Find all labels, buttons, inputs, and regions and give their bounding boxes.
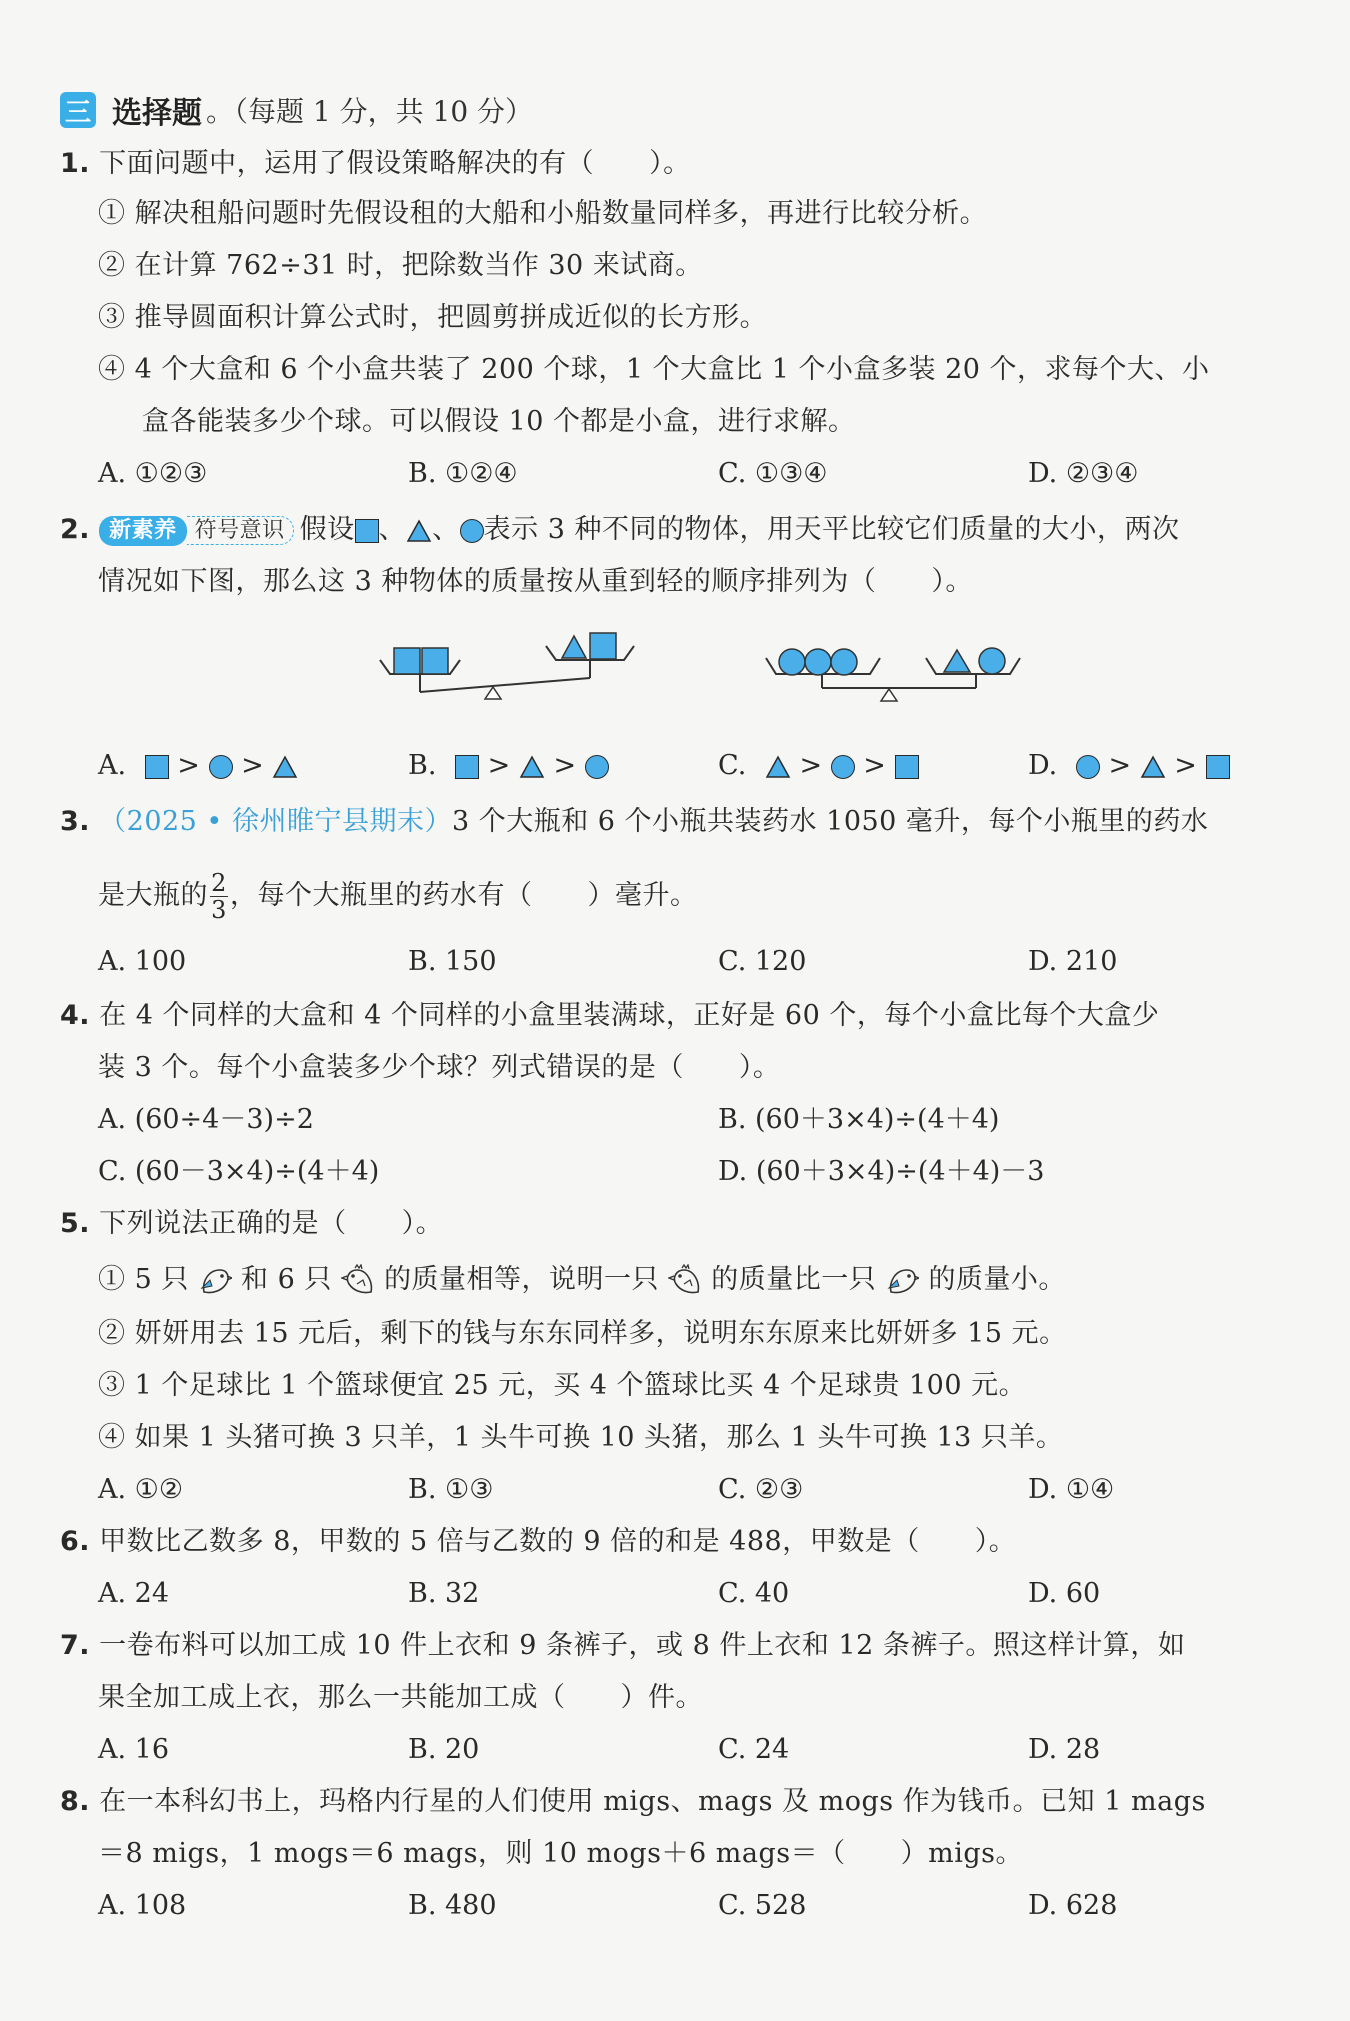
fraction-denominator: 3 bbox=[211, 896, 227, 924]
question-number: 8. bbox=[60, 1786, 91, 1817]
question-source: （2025 • 徐州睢宁县期末） bbox=[99, 806, 452, 837]
question-6-stem bbox=[60, 1524, 1016, 1560]
question-3-stem bbox=[60, 804, 1208, 840]
new-literacy-tag: 新素养 bbox=[99, 516, 187, 546]
balance-figure-1 bbox=[370, 630, 650, 720]
stem-text: 是大瓶的 bbox=[98, 880, 208, 911]
greater-than: > bbox=[177, 750, 200, 781]
question-text: 在 4 个同样的大盒和 4 个同样的小盒里装满球，正好是 60 个，每个小盒比每个大盒少 bbox=[99, 1000, 1160, 1031]
separator: 、 bbox=[432, 514, 460, 545]
q1-item-4-cont: 盒各能装多少个球。可以假设 10 个都是小盒，进行求解。 bbox=[142, 406, 856, 437]
triangle-shape-icon bbox=[272, 755, 298, 779]
question-1-stem bbox=[60, 146, 691, 182]
square-shape-icon bbox=[455, 755, 479, 779]
section-badge: 三 bbox=[60, 92, 96, 128]
q1-item-1: ① 解决租船问题时先假设租的大船和小船数量同样多，再进行比较分析。 bbox=[98, 198, 988, 229]
q3-stem-line2 bbox=[98, 870, 698, 923]
section-header bbox=[60, 88, 533, 132]
circle-shape-icon bbox=[831, 755, 855, 779]
stem-text: 的质量小。 bbox=[928, 1264, 1066, 1295]
q5-item-4: ④ 如果 1 头猪可换 3 只羊，1 头牛可换 10 头猪，那么 1 头牛可换 13 只羊。 bbox=[98, 1422, 1064, 1453]
q5-option-c[interactable]: C. ②③ bbox=[718, 1474, 804, 1505]
q4-option-c[interactable]: C. (60－3×4)÷(4＋4) bbox=[98, 1156, 380, 1187]
stem-text: ，每个大瓶里的药水有（ ）毫升。 bbox=[230, 880, 698, 911]
q2-stem-line2: 情况如下图，那么这 3 种物体的质量按从重到轻的顺序排列为（ ）。 bbox=[98, 566, 973, 597]
fraction-numerator: 2 bbox=[211, 869, 227, 897]
greater-than: > bbox=[1174, 750, 1197, 781]
q3-option-d[interactable]: D. 210 bbox=[1028, 946, 1118, 977]
q6-option-a[interactable]: A. 24 bbox=[98, 1578, 170, 1609]
q3-option-b[interactable]: B. 150 bbox=[408, 946, 497, 977]
triangle-shape-icon bbox=[765, 755, 791, 779]
option-letter: A. bbox=[98, 750, 127, 781]
question-text: 在一本科幻书上，玛格内行星的人们使用 migs、mags 及 mogs 作为钱币。已知 1 mags bbox=[99, 1786, 1206, 1817]
q5-item-3: ③ 1 个足球比 1 个篮球便宜 25 元，买 4 个篮球比买 4 个足球贵 100 元。 bbox=[98, 1370, 1027, 1401]
q1-option-b[interactable]: B. ①②④ bbox=[408, 458, 518, 489]
q8-stem-line2: ＝8 migs，1 mogs＝6 mags，则 10 mogs＋6 mags＝（ ）migs。 bbox=[98, 1838, 1023, 1869]
question-7-stem bbox=[60, 1628, 1185, 1664]
question-2-stem bbox=[60, 512, 1180, 548]
question-number: 6. bbox=[60, 1526, 91, 1557]
option-letter: C. bbox=[718, 750, 747, 781]
stem-text: 的质量比一只 bbox=[711, 1264, 877, 1295]
greater-than: > bbox=[487, 750, 511, 781]
q8-option-b[interactable]: B. 480 bbox=[408, 1890, 497, 1921]
question-text: 一卷布料可以加工成 10 件上衣和 9 条裤子，或 8 件上衣和 12 条裤子。照这样计算，如 bbox=[99, 1630, 1186, 1661]
symbol-awareness-tag: 符号意识 bbox=[187, 516, 294, 545]
q1-option-d[interactable]: D. ②③④ bbox=[1028, 458, 1139, 489]
q3-option-a[interactable]: A. 100 bbox=[98, 946, 187, 977]
greater-than: > bbox=[863, 750, 886, 781]
option-letter: B. bbox=[408, 750, 437, 781]
triangle-shape-icon bbox=[1140, 755, 1166, 779]
question-number: 5. bbox=[60, 1208, 91, 1239]
q7-option-c[interactable]: C. 24 bbox=[718, 1734, 790, 1765]
q1-option-c[interactable]: C. ①③④ bbox=[718, 458, 828, 489]
square-shape-icon bbox=[1206, 755, 1230, 779]
question-5-stem bbox=[60, 1206, 443, 1242]
q1-item-2: ② 在计算 762÷31 时，把除数当作 30 来试商。 bbox=[98, 250, 703, 281]
q1-item-3: ③ 推导圆面积计算公式时，把圆剪拼成近似的长方形。 bbox=[98, 302, 768, 333]
q5-option-b[interactable]: B. ①③ bbox=[408, 1474, 494, 1505]
question-number: 3. bbox=[60, 806, 91, 837]
q4-option-a[interactable]: A. (60÷4－3)÷2 bbox=[98, 1104, 314, 1135]
greater-than: > bbox=[1108, 750, 1132, 781]
greater-than: > bbox=[553, 750, 577, 781]
q4-option-b[interactable]: B. (60＋3×4)÷(4＋4) bbox=[718, 1104, 1000, 1135]
option-letter: D. bbox=[1028, 750, 1058, 781]
circle-shape-icon bbox=[209, 755, 233, 779]
q6-option-d[interactable]: D. 60 bbox=[1028, 1578, 1101, 1609]
q7-option-b[interactable]: B. 20 bbox=[408, 1734, 480, 1765]
q7-option-d[interactable]: D. 28 bbox=[1028, 1734, 1101, 1765]
q1-item-4: ④ 4 个大盒和 6 个小盒共装了 200 个球，1 个大盒比 1 个小盒多装 20 个，求每个大、小 bbox=[98, 354, 1210, 385]
section-note: 。（每题 1 分，共 10 分） bbox=[206, 95, 534, 128]
q2-option-c[interactable] bbox=[718, 748, 919, 784]
q2-option-d[interactable] bbox=[1028, 748, 1230, 784]
hen-icon bbox=[668, 1264, 702, 1298]
q5-option-a[interactable]: A. ①② bbox=[98, 1474, 184, 1505]
fraction bbox=[210, 870, 228, 923]
square-shape-icon bbox=[895, 755, 919, 779]
q1-option-a[interactable]: A. ①②③ bbox=[98, 458, 208, 489]
hen-icon bbox=[341, 1264, 375, 1298]
q4-stem-line2: 装 3 个。每个小盒装多少个球？列式错误的是（ ）。 bbox=[98, 1052, 781, 1083]
circle-shape-icon bbox=[460, 519, 484, 543]
q8-option-d[interactable]: D. 628 bbox=[1028, 1890, 1118, 1921]
question-number: 7. bbox=[60, 1630, 91, 1661]
circle-shape-icon bbox=[585, 755, 609, 779]
q8-option-a[interactable]: A. 108 bbox=[98, 1890, 187, 1921]
chick-icon bbox=[885, 1264, 919, 1298]
greater-than: > bbox=[241, 750, 264, 781]
q2-option-a[interactable] bbox=[98, 748, 298, 784]
separator: 、 bbox=[378, 514, 407, 545]
stem-text: 的质量相等，说明一只 bbox=[384, 1264, 660, 1295]
balance-figure-2 bbox=[760, 630, 1030, 720]
q5-option-d[interactable]: D. ①④ bbox=[1028, 1474, 1115, 1505]
stem-text: 和 6 只 bbox=[241, 1264, 332, 1295]
section-title: 选择题 bbox=[112, 96, 202, 131]
q4-option-d[interactable]: D. (60＋3×4)÷(4＋4)－3 bbox=[718, 1156, 1045, 1187]
stem-text: 假设 bbox=[299, 514, 355, 545]
question-number: 2. bbox=[60, 514, 91, 545]
q8-option-c[interactable]: C. 528 bbox=[718, 1890, 807, 1921]
q7-stem-line2: 果全加工成上衣，那么一共能加工成（ ）件。 bbox=[98, 1682, 703, 1713]
greater-than: > bbox=[799, 750, 823, 781]
question-8-stem bbox=[60, 1784, 1206, 1820]
question-text: 下面问题中，运用了假设策略解决的有（ ）。 bbox=[99, 148, 691, 179]
stem-text: 表示 3 种不同的物体，用天平比较它们质量的大小，两次 bbox=[483, 514, 1180, 545]
q6-option-c[interactable]: C. 40 bbox=[718, 1578, 790, 1609]
q5-item-1 bbox=[98, 1262, 1066, 1298]
q3-option-c[interactable]: C. 120 bbox=[718, 946, 807, 977]
question-number: 4. bbox=[60, 1000, 91, 1031]
question-4-stem bbox=[60, 998, 1159, 1034]
stem-text: ① 5 只 bbox=[98, 1264, 189, 1295]
q7-option-a[interactable]: A. 16 bbox=[98, 1734, 170, 1765]
q2-option-b[interactable] bbox=[408, 748, 609, 784]
square-shape-icon bbox=[145, 755, 169, 779]
q6-option-b[interactable]: B. 32 bbox=[408, 1578, 480, 1609]
triangle-shape-icon bbox=[519, 755, 545, 779]
question-text: 甲数比乙数多 8，甲数的 5 倍与乙数的 9 倍的和是 488，甲数是（ ）。 bbox=[99, 1526, 1017, 1557]
circle-shape-icon bbox=[1076, 755, 1100, 779]
triangle-shape-icon bbox=[406, 519, 432, 543]
question-text: 3 个大瓶和 6 个小瓶共装药水 1050 毫升，每个小瓶里的药水 bbox=[451, 806, 1209, 837]
question-text: 下列说法正确的是（ ）。 bbox=[99, 1208, 444, 1239]
q5-item-2: ② 妍妍用去 15 元后，剩下的钱与东东同样多，说明东东原来比妍妍多 15 元。 bbox=[98, 1318, 1067, 1349]
chick-icon bbox=[198, 1264, 232, 1298]
question-number: 1. bbox=[60, 148, 91, 179]
square-shape-icon bbox=[355, 519, 379, 543]
